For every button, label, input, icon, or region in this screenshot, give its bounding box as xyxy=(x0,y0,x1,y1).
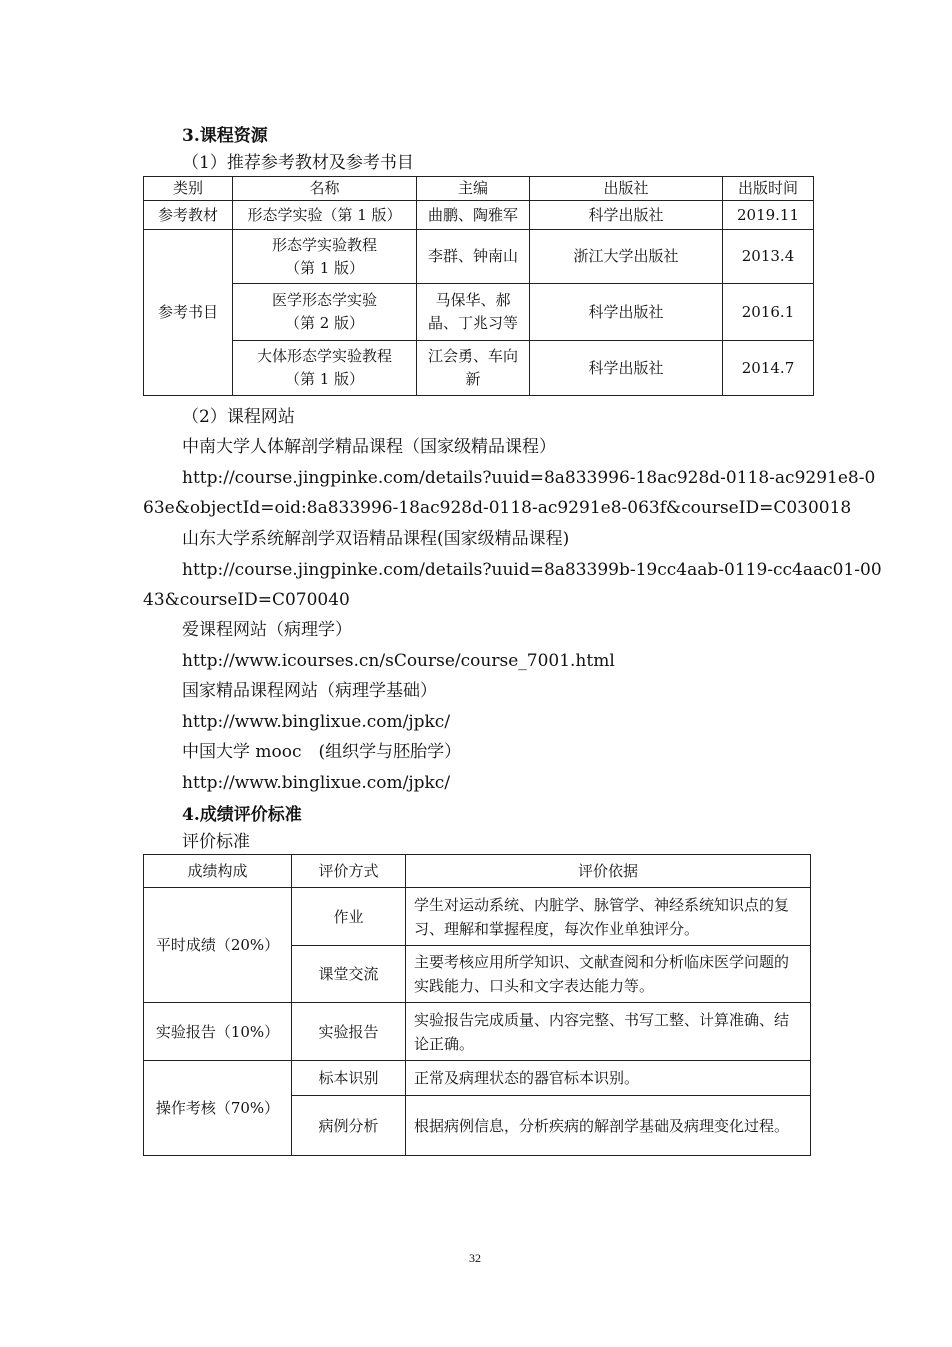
table-row xyxy=(144,1061,811,1096)
evaluation-subtitle: 评价标准 xyxy=(182,832,250,852)
table-header-row xyxy=(144,855,811,888)
column-header: 出版时间 xyxy=(723,177,814,201)
website-url-continued[interactable]: 63e&objectId=oid:8a833996-18ac928d-0118-ac9291e8-063f&courseID=C030018 xyxy=(143,498,852,518)
name-cell xyxy=(233,341,417,396)
textbook-table xyxy=(143,176,814,396)
editor-cell xyxy=(417,341,530,396)
column-header: 出版社 xyxy=(530,177,723,201)
grade-component-cell: 实验报告（10%） xyxy=(144,1003,292,1061)
editor-line: 李群、钟南山 xyxy=(427,247,518,265)
table-row xyxy=(144,230,814,284)
website-url[interactable]: http://www.binglixue.com/jpkc/ xyxy=(182,712,451,732)
name-cell xyxy=(233,230,417,284)
basis-cell: 主要考核应用所学知识、文献查阅和分析临床医学问题的实践能力、口头和文字表达能力等。 xyxy=(406,946,811,1003)
editor-line: 新 xyxy=(465,370,481,388)
method-cell: 标本识别 xyxy=(292,1061,406,1096)
basis-cell: 学生对运动系统、内脏学、脉管学、神经系统知识点的复习、理解和掌握程度，每次作业单独评分。 xyxy=(406,888,811,946)
column-header: 类别 xyxy=(144,177,233,201)
table-row xyxy=(144,341,814,396)
basis-cell: 正常及病理状态的器官标本识别。 xyxy=(406,1061,811,1096)
grade-component-cell: 平时成绩（20%） xyxy=(144,888,292,1003)
date-cell: 2016.1 xyxy=(723,284,814,341)
website-name: 中南大学人体解剖学精品课程（国家级精品课程） xyxy=(182,437,556,457)
table-row xyxy=(144,201,814,230)
website-url[interactable]: http://course.jingpinke.com/details?uuid=8a833996-18ac928d-0118-ac9291e8-0 xyxy=(182,468,876,488)
column-header: 主编 xyxy=(417,177,530,201)
name-cell xyxy=(233,284,417,341)
table-row xyxy=(144,1003,811,1061)
name-line: （第 1 版） xyxy=(284,258,365,277)
date-cell: 2014.7 xyxy=(723,341,814,396)
page-number: 32 xyxy=(469,1251,481,1265)
name-line: 大体形态学实验教程 xyxy=(256,347,392,365)
subsection-websites-title: （2）课程网站 xyxy=(182,407,295,427)
basis-cell: 实验报告完成质量、内容完整、书写工整、计算准确、结论正确。 xyxy=(406,1003,811,1061)
editor-line: 晶、丁兆习等 xyxy=(427,314,518,332)
website-url[interactable]: http://www.binglixue.com/jpkc/ xyxy=(182,773,451,793)
name-line: 医学形态学实验 xyxy=(271,291,377,309)
name-line: 形态学实验教程 xyxy=(271,235,377,254)
website-url[interactable]: http://course.jingpinke.com/details?uuid=8a83399b-19cc4aab-0119-cc4aac01-00 xyxy=(182,560,882,580)
category-cell: 参考教材 xyxy=(144,201,233,230)
section-4-heading: 4.成绩评价标准 xyxy=(182,805,302,825)
name-line: （第 2 版） xyxy=(284,314,365,332)
method-cell: 作业 xyxy=(292,888,406,946)
editor-cell xyxy=(417,230,530,284)
column-header: 评价依据 xyxy=(406,855,811,888)
name-line: （第 1 版） xyxy=(284,370,365,388)
website-name: 爱课程网站（病理学） xyxy=(182,620,352,640)
name-cell: 形态学实验（第 1 版） xyxy=(233,201,417,230)
date-cell: 2013.4 xyxy=(723,230,814,284)
grade-component-cell: 操作考核（70%） xyxy=(144,1061,292,1156)
method-cell: 实验报告 xyxy=(292,1003,406,1061)
table-header-row xyxy=(144,177,814,201)
editor-cell xyxy=(417,284,530,341)
table-row xyxy=(144,888,811,946)
table-row xyxy=(144,284,814,341)
publisher-cell: 科学出版社 xyxy=(530,341,723,396)
method-cell: 病例分析 xyxy=(292,1096,406,1156)
website-name: 国家精品课程网站（病理学基础） xyxy=(182,681,437,701)
section-3-heading: 3.课程资源 xyxy=(182,126,268,146)
basis-cell: 根据病例信息，分析疾病的解剖学基础及病理变化过程。 xyxy=(406,1096,811,1156)
publisher-cell: 浙江大学出版社 xyxy=(530,230,723,284)
editor-cell: 曲鹏、陶雅军 xyxy=(417,201,530,230)
website-name: 中国大学 mooc (组织学与胚胎学） xyxy=(182,742,462,762)
category-cell: 参考书目 xyxy=(144,230,233,396)
website-name: 山东大学系统解剖学双语精品课程(国家级精品课程) xyxy=(182,529,570,549)
editor-line: 马保华、郝 xyxy=(435,291,511,309)
column-header: 名称 xyxy=(233,177,417,201)
editor-line: 江会勇、车向 xyxy=(427,347,518,365)
website-url[interactable]: http://www.icourses.cn/sCourse/course_7001.html xyxy=(182,651,615,671)
publisher-cell: 科学出版社 xyxy=(530,201,723,230)
column-header: 成绩构成 xyxy=(144,855,292,888)
publisher-cell: 科学出版社 xyxy=(530,284,723,341)
date-cell: 2019.11 xyxy=(723,201,814,230)
evaluation-table xyxy=(143,854,811,1156)
website-url-continued[interactable]: 43&courseID=C070040 xyxy=(143,590,350,610)
subsection-textbooks-title: （1）推荐参考教材及参考书目 xyxy=(182,153,414,173)
method-cell: 课堂交流 xyxy=(292,946,406,1003)
column-header: 评价方式 xyxy=(292,855,406,888)
